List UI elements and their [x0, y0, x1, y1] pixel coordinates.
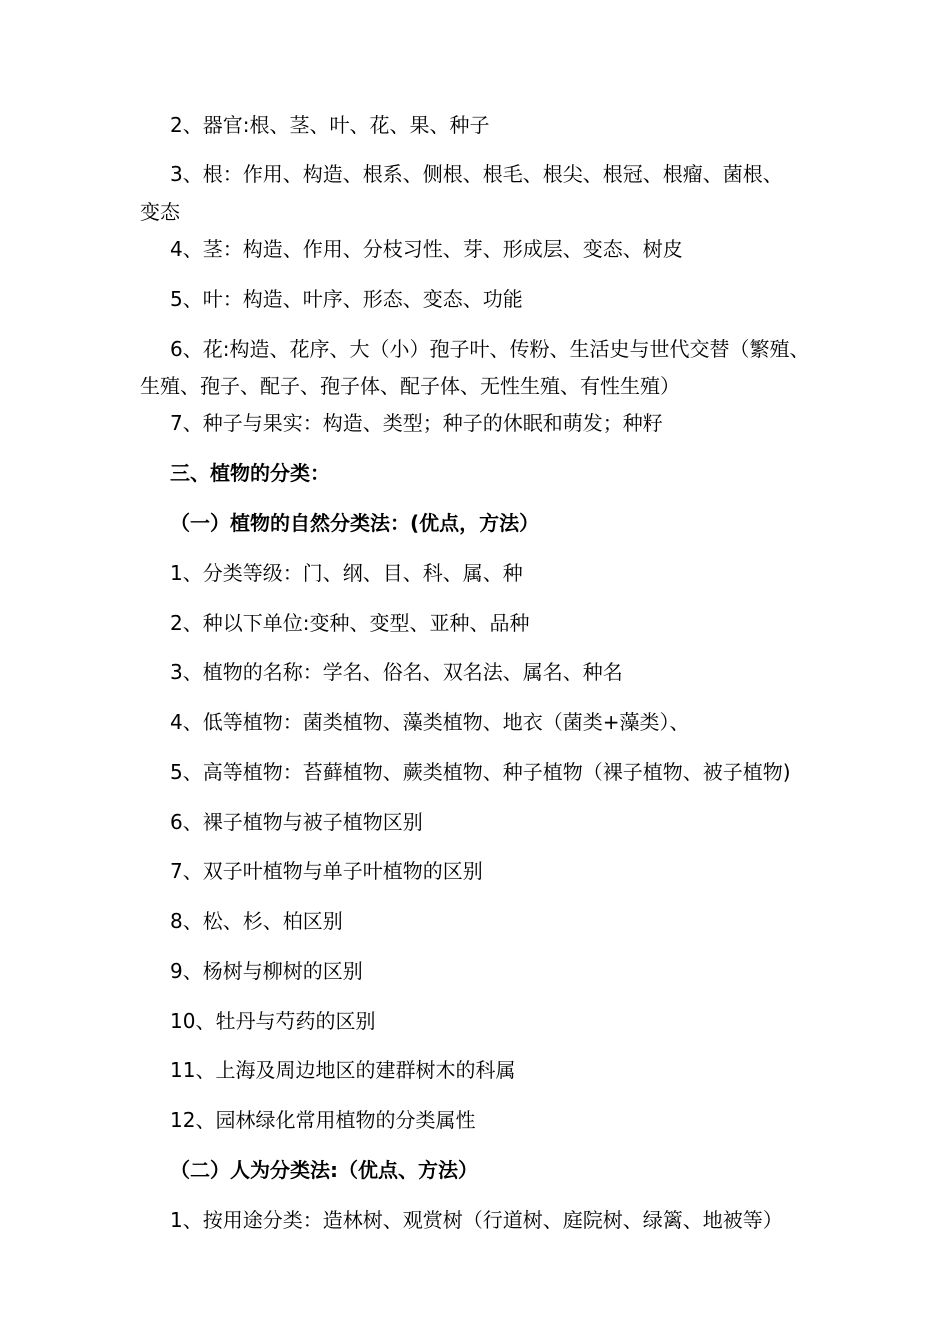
root-item: 3、根：作用、构造、根系、侧根、根毛、根尖、根冠、根瘤、菌根、 — [170, 162, 783, 186]
subsection-heading-artificial: （二）人为分类法:（优点、方法） — [170, 1158, 478, 1182]
list-item: 4、低等植物：菌类植物、藻类植物、地衣（菌类+藻类）、 — [170, 710, 690, 734]
leaf-item: 5、叶：构造、叶序、形态、变态、功能 — [170, 287, 523, 311]
seed-fruit-item: 7、种子与果实：构造、类型；种子的休眠和萌发；种籽 — [170, 411, 663, 435]
list-item: 1、分类等级：门、纲、目、科、属、种 — [170, 561, 523, 585]
flower-item: 6、花:构造、花序、大（小）孢子叶、传粉、生活史与世代交替（繁殖、 — [170, 337, 810, 361]
list-item: 10、牡丹与芍药的区别 — [170, 1009, 376, 1033]
organ-item: 2、器官:根、茎、叶、花、果、种子 — [170, 113, 490, 137]
list-item: 12、园林绿化常用植物的分类属性 — [170, 1108, 476, 1132]
list-item: 3、植物的名称：学名、俗名、双名法、属名、种名 — [170, 660, 623, 684]
subsection-heading-natural: （一）植物的自然分类法：(优点，方法） — [170, 511, 540, 535]
stem-item: 4、茎：构造、作用、分枝习性、芽、形成层、变态、树皮 — [170, 237, 683, 261]
list-item: 6、裸子植物与被子植物区别 — [170, 810, 423, 834]
root-item-continuation: 变态 — [140, 200, 180, 224]
list-item: 11、上海及周边地区的建群树木的科属 — [170, 1058, 516, 1082]
list-item: 2、种以下单位:变种、变型、亚种、品种 — [170, 611, 530, 635]
list-item: 8、松、杉、柏区别 — [170, 909, 343, 933]
flower-item-continuation: 生殖、孢子、配子、孢子体、配子体、无性生殖、有性生殖） — [140, 374, 680, 398]
list-item: 9、杨树与柳树的区别 — [170, 959, 363, 983]
list-item: 1、按用途分类：造林树、观赏树（行道树、庭院树、绿篱、地被等） — [170, 1208, 783, 1232]
list-item: 5、高等植物：苔藓植物、蕨类植物、种子植物（裸子植物、被子植物) — [170, 760, 791, 784]
section-heading-classification: 三、植物的分类： — [170, 461, 330, 485]
list-item: 7、双子叶植物与单子叶植物的区别 — [170, 859, 483, 883]
